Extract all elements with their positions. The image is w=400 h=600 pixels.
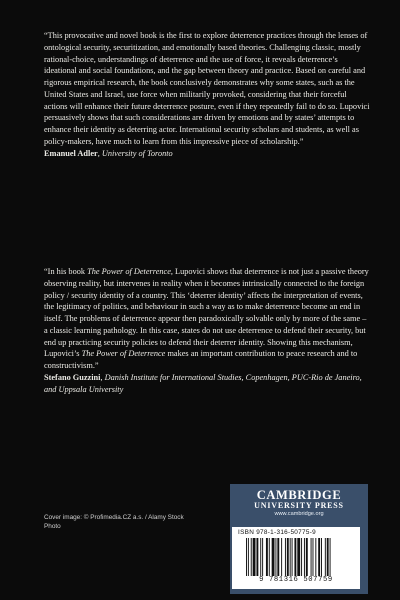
endorsement-quote-1: [44, 30, 372, 159]
quote-2-author-name: Stefano Guzzini: [44, 372, 101, 382]
barcode-stripe: [275, 538, 276, 576]
barcode-stripe: [321, 538, 322, 576]
barcode-stripe: [266, 538, 268, 576]
quote-2-ending: makes an important contribution to peace research and to constructivism.”: [44, 349, 358, 370]
quote-2-intro: “In his book: [44, 267, 88, 276]
barcode-number: 9 781316 507759: [259, 576, 333, 584]
endorsement-quote-2: [44, 266, 372, 395]
barcode-stripe: [304, 538, 305, 576]
cover-image-credit: Cover image: © Profimedia.CZ a.s. / Alamy Stock Photo: [44, 514, 184, 530]
barcode-stripe: [325, 538, 326, 576]
publisher-url: www.cambridge.org: [274, 511, 324, 517]
barcode-stripe: [313, 538, 314, 576]
quote-1-author-name: Emanuel Adler: [44, 148, 98, 158]
barcode-stripe: [272, 538, 275, 576]
quote-2-text: [44, 266, 372, 372]
barcode-stripe: [260, 538, 261, 576]
isbn-label: ISBN 978-1-316-50775-9: [238, 529, 317, 536]
barcode-stripe: [246, 538, 247, 576]
quote-1-author-affiliation: University of Toronto: [101, 148, 173, 158]
publisher-name: CAMBRIDGE: [256, 488, 342, 502]
barcode-stripe: [301, 538, 302, 576]
barcode-stripe: [297, 538, 300, 576]
barcode-stripe: [256, 538, 258, 576]
barcode-stripe: [318, 538, 320, 576]
barcode-stripe: [292, 538, 293, 576]
barcode-stripe: [287, 538, 289, 576]
barcode-stripe: [251, 538, 252, 576]
quote-1-body: “This provocative and novel book is the first to explore deterrence practices through the lenses of ontological security, securitization, and emotionally based theories. Challenging classic, mostly rational-choice, understandings of deterrence and the use of force, it reveals deterrence’s ideational and social foundations, and the gap between theory and practice. Based on careful and rigorous empirical research, the book conclusively demonstrates why some states, such as the United States and Israel, use force when militarily provoked, considering that their forceful actions will enhance their future deterrence posture, even if they repeatedly fail to do so. Lupovici persuasively shows that such considerations are driven by emotions and by states’ attempts to enhance their identity as deterring actor. International security scholars and students, as well as policy-makers, have much to learn from this impressive piece of scholarship.”: [44, 31, 370, 146]
barcode-graphic: [246, 538, 348, 576]
barcode-stripe: [262, 538, 263, 576]
quote-1-attribution: Emanuel Adler, University of Toronto: [44, 148, 173, 158]
quote-2-author-affiliation: Danish Institute for International Studies, Copenhagen, PUC-Rio de Janeiro, and Uppsala University: [44, 372, 362, 394]
barcode-stripe: [315, 538, 316, 576]
barcode-stripe: [285, 538, 286, 576]
barcode-stripe: [269, 538, 270, 576]
quote-1-text: [44, 30, 372, 148]
quote-2-attribution: Stefano Guzzini, Danish Institute for International Studies, Copenhagen, PUC-Rio de Janeiro, and Uppsala University: [44, 372, 362, 394]
barcode-stripe: [311, 538, 312, 576]
barcode-stripe: [277, 538, 279, 576]
barcode-stripe: [290, 538, 291, 576]
barcode-stripe: [248, 538, 249, 576]
publisher-subname: UNIVERSITY PRESS: [254, 501, 344, 510]
barcode-stripe: [281, 538, 282, 576]
barcode-box: [232, 527, 360, 589]
barcode-stripe: [294, 538, 296, 576]
barcode-stripe: [327, 538, 329, 576]
quote-2-book-title: The Power of Deterrence: [87, 267, 171, 276]
barcode-stripe: [253, 538, 256, 576]
quote-2-book-title-2: The Power of Deterrence: [81, 349, 166, 359]
barcode-stripe: [330, 538, 331, 576]
barcode-stripe: [306, 538, 308, 576]
quote-2-body: , Lupovici shows that deterrence is not just a passive theory observing reality, but intervenes in reality when it becomes intrinsically connected to the foreign policy / security identity of a country. This ‘deterrer identity’ affects the interpretation of events, the legitimacy of politics, and behaviour in such a way as to make deterrence become an end in itself. The problems of deterrence appear then paradoxically solvable only by more of the same – a classic learning pathology. In this case, states do not use deterrence to defend their security, but end up practicing security policies to defend their deterrer identity. Showing this mechanism, Lupovici’s: [44, 267, 369, 359]
